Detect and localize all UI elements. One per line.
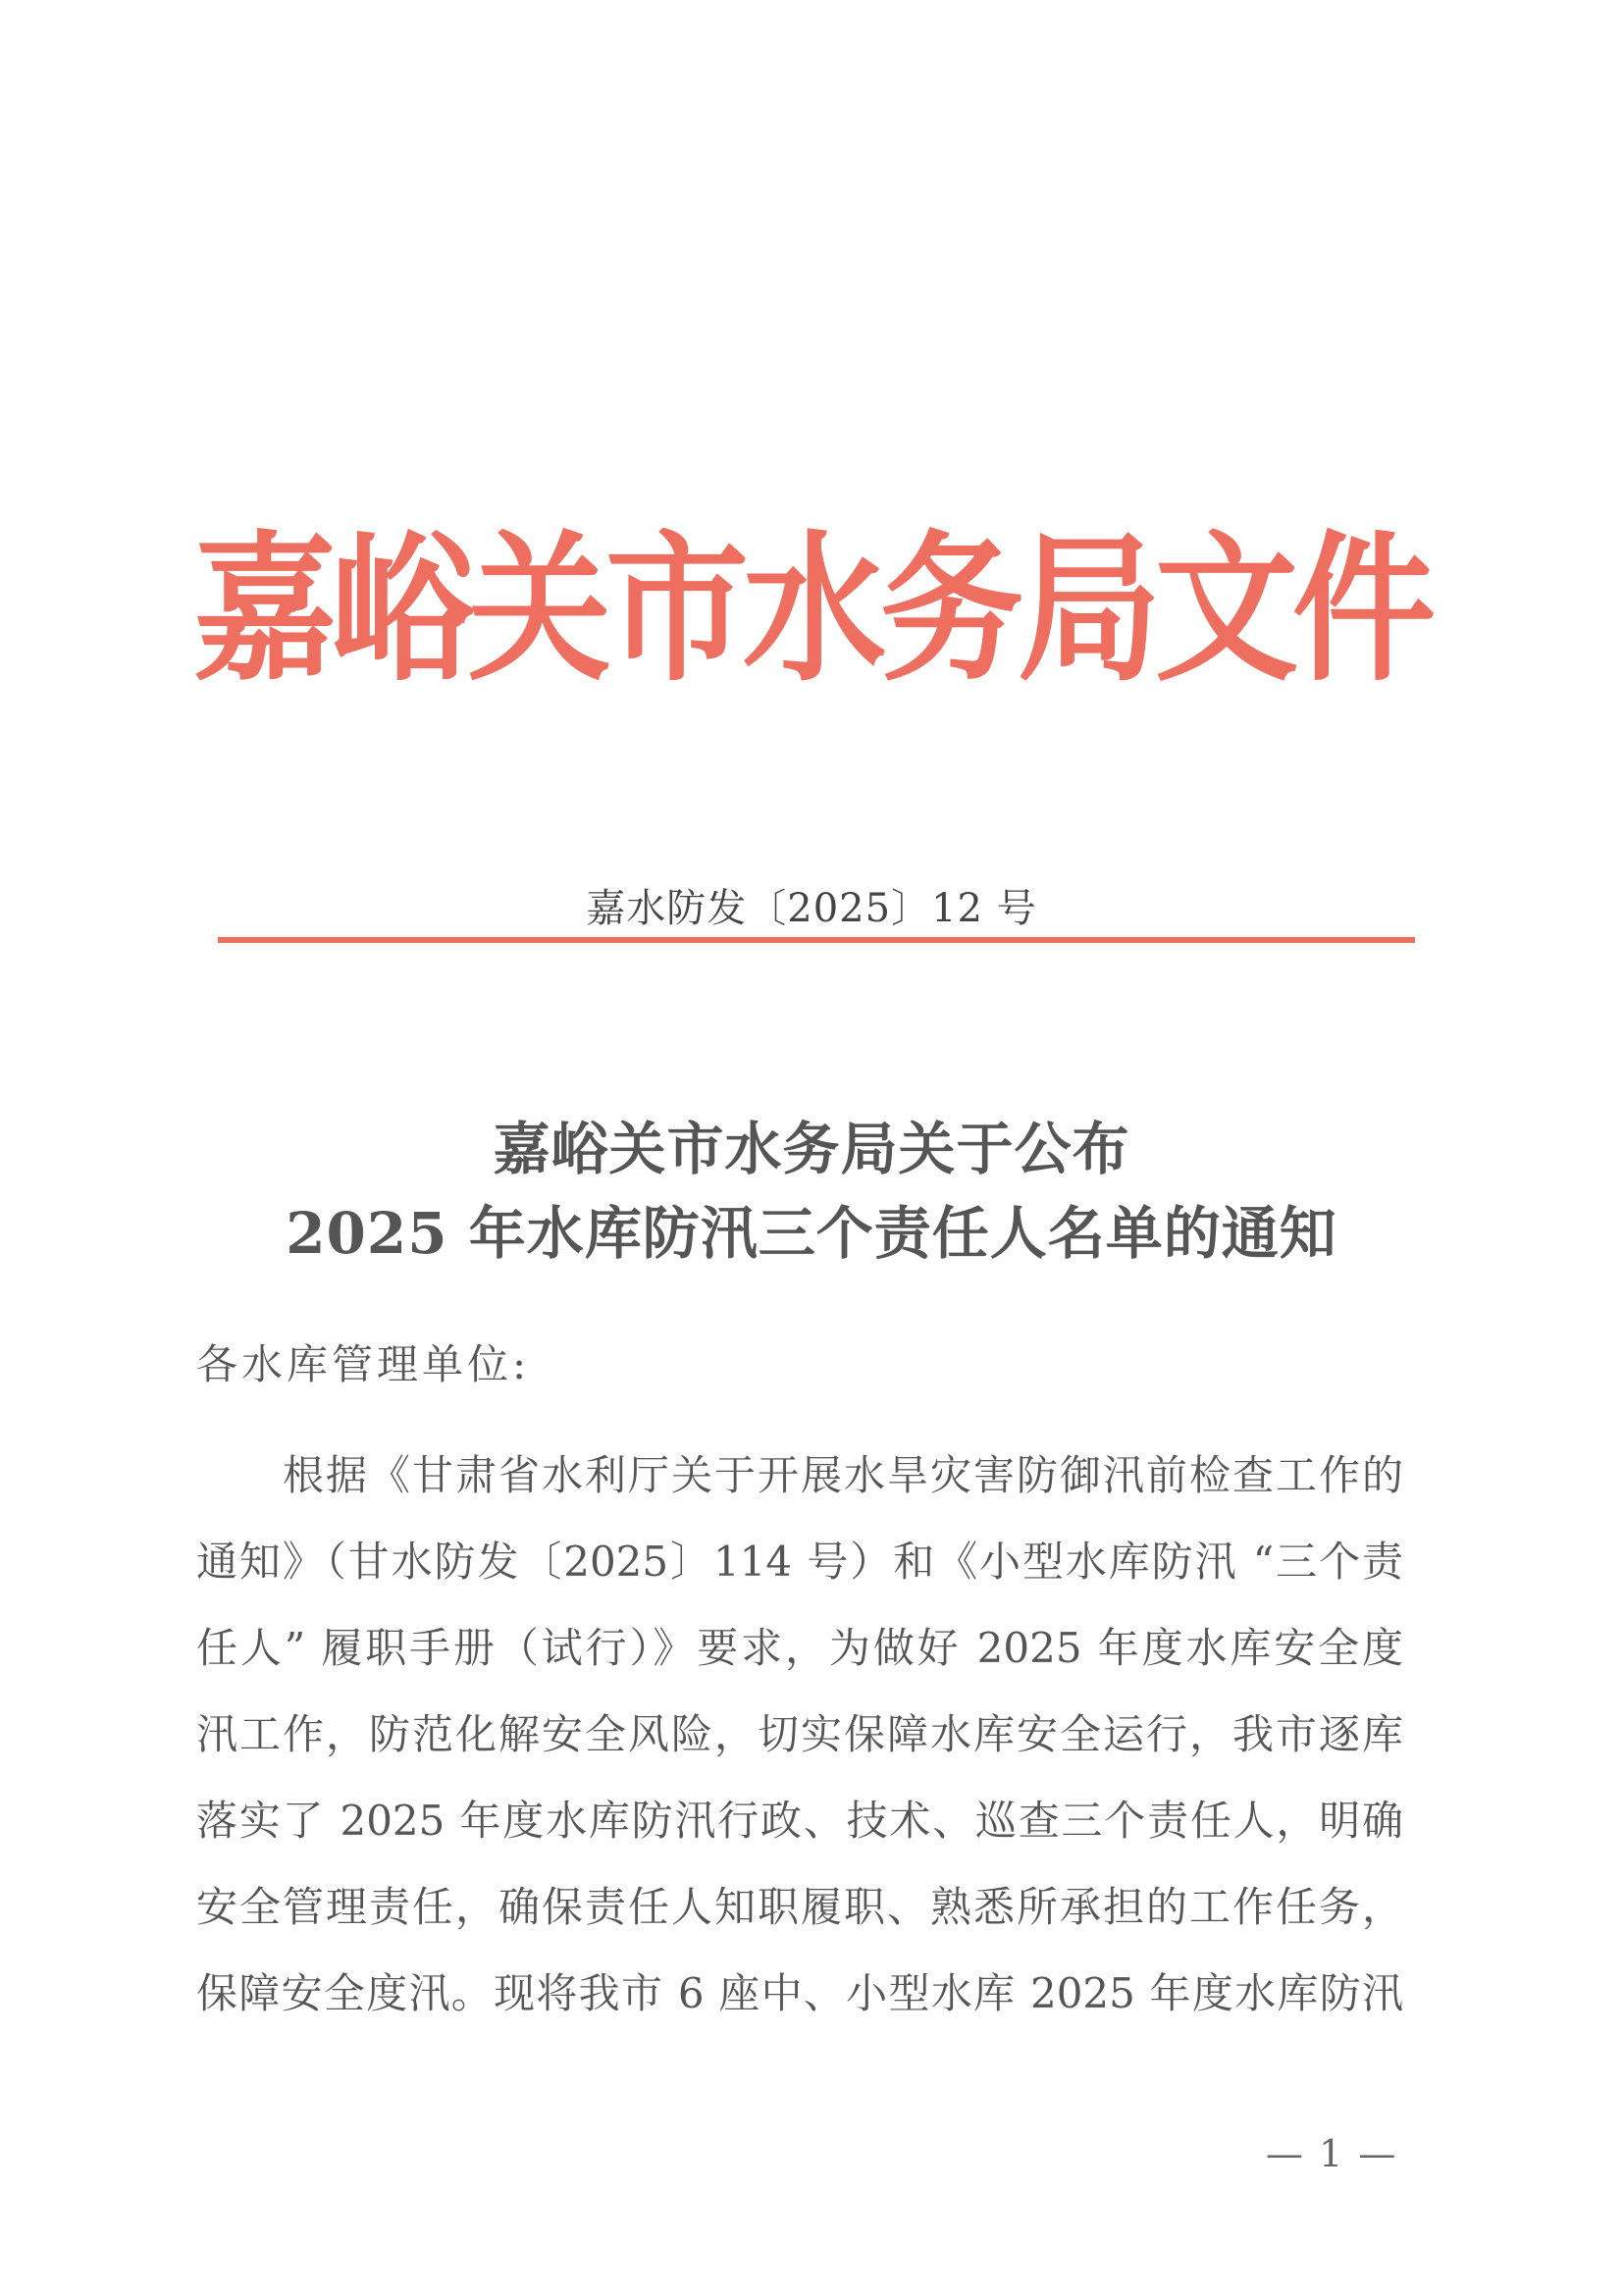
masthead-title: 嘉峪关市水务局文件 — [193, 515, 1430, 704]
document-number: 嘉水防发〔2025〕12 号 — [586, 886, 1037, 931]
notice-title-line-1: 嘉峪关市水务局关于公布 — [493, 1116, 1130, 1182]
page-number: — 1 — — [1266, 2132, 1398, 2175]
body-line: 任人” 履职手册（试行）》要求，为做好 2025 年度水库安全度 — [196, 1624, 1403, 1672]
body-paragraph — [196, 1433, 1403, 2037]
red-divider-rule — [218, 937, 1415, 943]
body-line: 保障安全度汛。现将我市 6 座中、小型水库 2025 年度水库防汛 — [196, 1969, 1403, 2017]
body-line: 汛工作，防范化解安全风险，切实保障水库安全运行，我市逐库 — [196, 1710, 1403, 1758]
body-line: 根据《甘肃省水利厅关于开展水旱灾害防御汛前检查工作的 — [283, 1451, 1403, 1499]
notice-title — [0, 1107, 1623, 1276]
notice-title-line-2: 2025 年水库防汛三个责任人名单的通知 — [286, 1200, 1337, 1267]
body-line: 通知》（甘水防发〔2025〕114 号）和《小型水库防汛 “三个责 — [196, 1538, 1403, 1586]
salutation: 各水库管理单位: — [196, 1340, 531, 1388]
body-line: 落实了 2025 年度水库防汛行政、技术、巡查三个责任人，明确 — [196, 1797, 1403, 1845]
body-line: 安全管理责任，确保责任人知职履职、熟悉所承担的工作任务， — [196, 1883, 1403, 1931]
